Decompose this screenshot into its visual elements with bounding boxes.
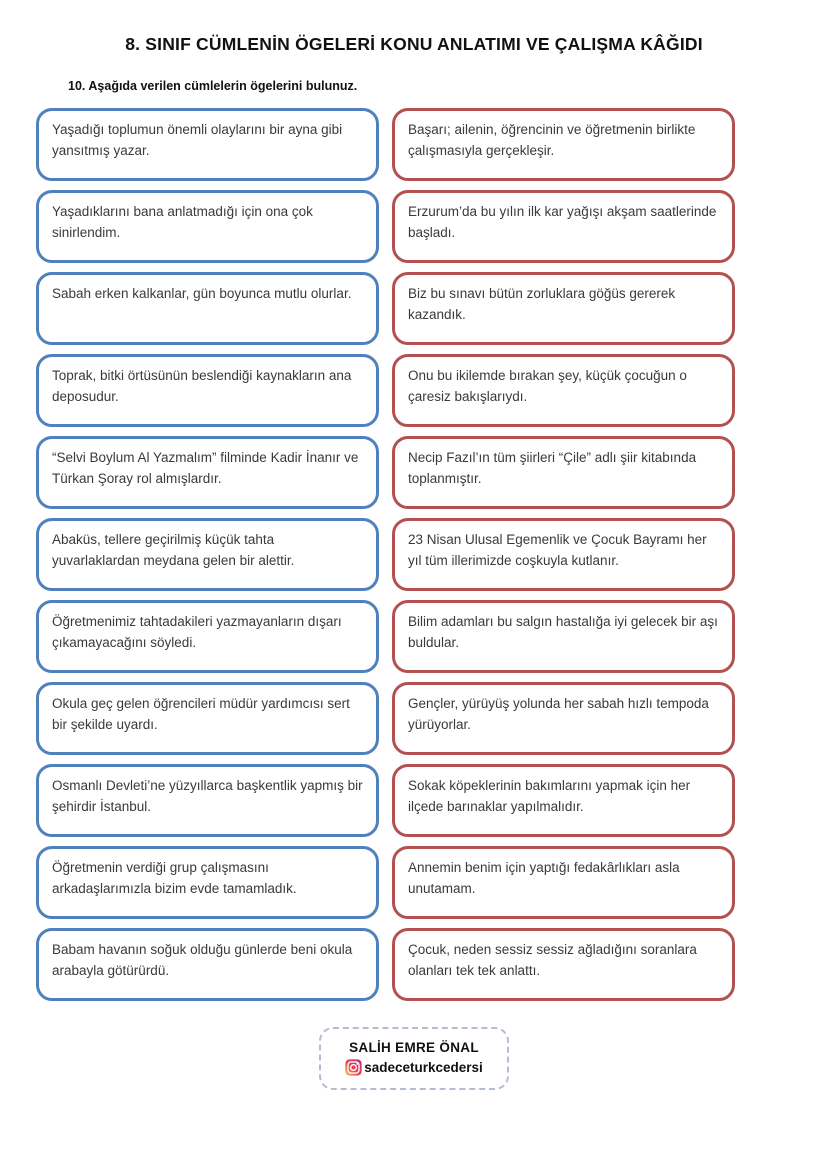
exercise-instruction: 10. Aşağıda verilen cümlelerin ögelerini bulunuz. xyxy=(68,79,358,93)
sentence-text: Gençler, yürüyüş yolunda her sabah hızlı tempoda yürüyorlar. xyxy=(408,696,709,732)
sentence-text: Okula geç gelen öğrencileri müdür yardımcısı sert bir şekilde uyardı. xyxy=(52,696,350,732)
sentence-text: Annemin benim için yaptığı fedakârlıkları asla unutamam. xyxy=(408,860,680,896)
sentence-box-left-4 xyxy=(36,354,379,427)
sentence-text: Onu bu ikilemde bırakan şey, küçük çocuğun o çaresiz bakışlarıydı. xyxy=(408,368,687,404)
sentence-text: Toprak, bitki örtüsünün beslendiği kaynakların ana deposudur. xyxy=(52,368,352,404)
sentence-text: Başarı; ailenin, öğrencinin ve öğretmenin birlikte çalışmasıyla gerçekleşir. xyxy=(408,122,696,158)
sentence-box-right-3 xyxy=(392,272,735,345)
sentence-text: Çocuk, neden sessiz sessiz ağladığını soranlara olanları tek tek anlattı. xyxy=(408,942,697,978)
sentence-box-right-11 xyxy=(392,928,735,1001)
sentence-text: Yaşadığı toplumun önemli olaylarını bir ayna gibi yansıtmış yazar. xyxy=(52,122,343,158)
sentence-text: Osmanlı Devleti’ne yüzyıllarca başkentlik yapmış bir şehirdir İstanbul. xyxy=(52,778,363,814)
sentence-box-left-7 xyxy=(36,600,379,673)
sentence-text: Sokak köpeklerinin bakımlarını yapmak için her ilçede barınaklar yapılmalıdır. xyxy=(408,778,691,814)
sentence-grid xyxy=(36,108,735,1001)
sentence-text: Biz bu sınavı bütün zorluklara göğüs gererek kazandık. xyxy=(408,286,676,322)
sentence-text: Öğretmenin verdiği grup çalışmasını arkadaşlarımızla bizim evde tamamladık. xyxy=(52,860,297,896)
sentence-box-left-10 xyxy=(36,846,379,919)
sentence-text: Sabah erken kalkanlar, gün boyunca mutlu olurlar. xyxy=(52,286,352,301)
page-title: 8. SINIF CÜMLENİN ÖGELERİ KONU ANLATIMI VE ÇALIŞMA KÂĞIDI xyxy=(125,34,703,54)
sentence-box-left-9 xyxy=(36,764,379,837)
sentence-text: Babam havanın soğuk olduğu günlerde beni okula arabayla götürürdü. xyxy=(52,942,353,978)
sentence-box-left-11 xyxy=(36,928,379,1001)
sentence-box-right-9 xyxy=(392,764,735,837)
sentence-text: “Selvi Boylum Al Yazmalım” filminde Kadir İnanır ve Türkan Şoray rol almışlardır. xyxy=(52,450,359,486)
sentence-box-left-3 xyxy=(36,272,379,345)
sentence-box-left-2 xyxy=(36,190,379,263)
sentence-text: Bilim adamları bu salgın hastalığa iyi gelecek bir aşı buldular. xyxy=(408,614,718,650)
sentence-box-right-1 xyxy=(392,108,735,181)
sentence-box-right-8 xyxy=(392,682,735,755)
sentence-text: Öğretmenimiz tahtadakileri yazmayanların dışarı çıkamayacağını söyledi. xyxy=(52,614,342,650)
sentence-box-right-10 xyxy=(392,846,735,919)
sentence-box-left-5 xyxy=(36,436,379,509)
sentence-box-left-1 xyxy=(36,108,379,181)
sentence-box-right-4 xyxy=(392,354,735,427)
instagram-icon xyxy=(345,1059,362,1076)
sentence-text: Abaküs, tellere geçirilmiş küçük tahta yuvarlaklardan meydana gelen bir alettir. xyxy=(52,532,295,568)
sentence-box-right-5 xyxy=(392,436,735,509)
author-name: SALİH EMRE ÖNAL xyxy=(349,1040,479,1055)
sentence-box-left-8 xyxy=(36,682,379,755)
sentence-box-right-7 xyxy=(392,600,735,673)
sentence-text: Necip Fazıl’ın tüm şiirleri “Çile” adlı şiir kitabında toplanmıştır. xyxy=(408,450,697,486)
author-badge xyxy=(319,1027,509,1090)
sentence-text: Erzurum’da bu yılın ilk kar yağışı akşam saatlerinde başladı. xyxy=(408,204,717,240)
instagram-handle: sadeceturkcedersi xyxy=(364,1060,483,1075)
sentence-box-left-6 xyxy=(36,518,379,591)
footer xyxy=(0,1027,828,1090)
sentence-box-right-6 xyxy=(392,518,735,591)
sentence-box-right-2 xyxy=(392,190,735,263)
instagram-handle-row xyxy=(345,1059,483,1076)
sentence-text: Yaşadıklarını bana anlatmadığı için ona çok sinirlendim. xyxy=(52,204,313,240)
sentence-text: 23 Nisan Ulusal Egemenlik ve Çocuk Bayramı her yıl tüm illerimizde coşkuyla kutlanır. xyxy=(408,532,707,568)
